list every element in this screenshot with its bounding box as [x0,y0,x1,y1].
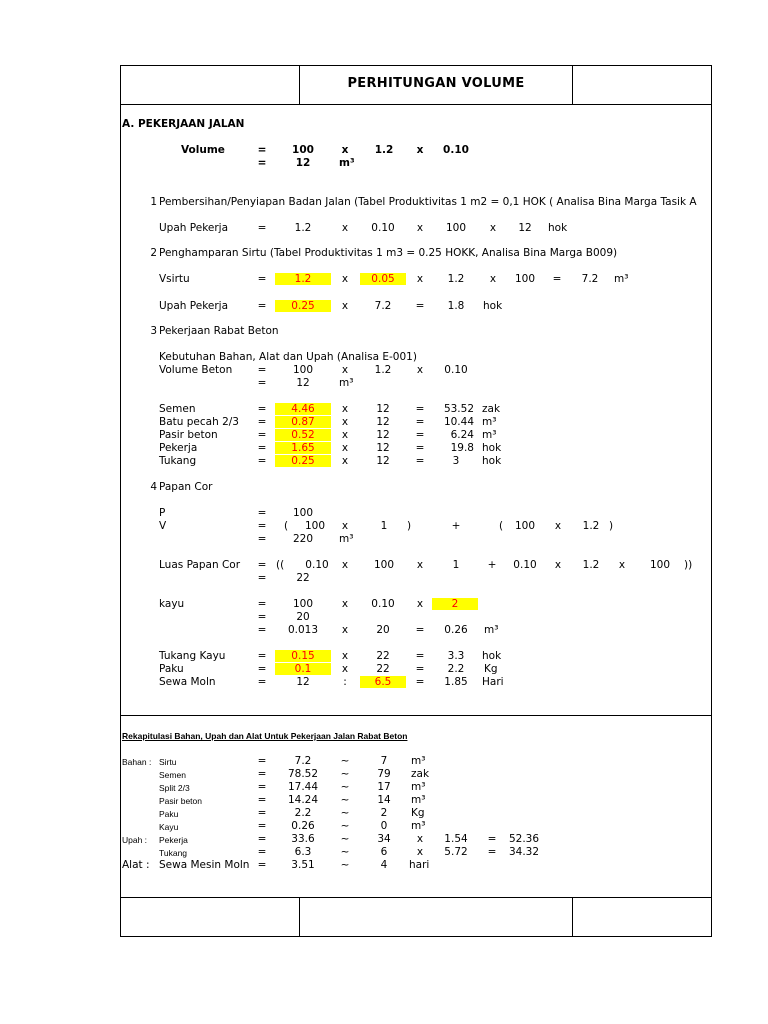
equals-sign: = [257,807,267,819]
row-label: Pasir beton [159,429,218,441]
item-title: Pekerjaan Rabat Beton [159,325,279,337]
volume-length: 100 [292,144,314,156]
item-title: Penghamparan Sirtu (Tabel Produktivitas 1 m3 = 0.25 HOKK, Analisa Bina Marga B009) [159,247,618,259]
value-cell: 0.10 [513,559,537,571]
equals-sign: = [257,676,267,688]
equals-sign: = [257,781,267,793]
result-cell: 1.8 [447,300,465,312]
unit-cell: hok [548,222,568,234]
rekap-rounded: 6 [380,846,388,858]
times-sign: x [341,442,349,454]
value-cell: 22 [376,663,390,675]
times-sign: x [341,559,349,571]
value-cell: 100 [514,520,536,532]
unit-cell: m³ [411,781,426,793]
value-cell: 12 [376,455,390,467]
equals-sign: = [552,273,562,285]
unit-cell: zak [482,403,501,415]
times-sign: x [416,273,424,285]
highlight-cell: 0.52 [275,429,331,441]
value-cell: 7.2 [374,300,392,312]
footer-divider [120,897,712,898]
unit-cell: m³ [339,533,354,545]
equals-sign: = [415,416,425,428]
unit-cell: m³ [411,755,426,767]
highlight-cell: 0.1 [275,663,331,675]
page-title: PERHITUNGAN VOLUME [347,76,525,91]
equals-sign: = [257,611,267,623]
value-cell: 1.2 [582,559,600,571]
value-cell: 1 [380,520,388,532]
equals-sign: = [257,157,267,169]
equals-sign: = [415,624,425,636]
unit-cell: Kg [484,663,498,675]
approx-sign: ~ [340,794,350,806]
value-cell: 12 [376,429,390,441]
rekap-item-label: Sirtu [159,757,177,767]
volume-result: 12 [295,157,311,169]
row-label: Luas Papan Cor [159,559,241,571]
equals-sign: = [415,676,425,688]
unit-cell: m³ [482,416,497,428]
result-cell: 19.8 [450,442,474,454]
volume-unit: m³ [339,157,355,169]
row-label: Semen [159,403,196,415]
value-cell: 12 [296,676,310,688]
times-sign: x [416,833,424,845]
highlight-cell: 1.2 [275,273,331,285]
times-sign: x [341,364,349,376]
rekap-rounded: 14 [377,794,391,806]
value-cell: 100 [292,364,314,376]
row-label: Upah Pekerja [159,300,229,312]
times-sign: x [341,144,349,156]
value-cell: 1.2 [374,364,392,376]
rekap-item-label: Sewa Mesin Moln [159,859,250,871]
value-cell: 1.2 [582,520,600,532]
unit-cell: hok [482,442,502,454]
unit-cell: hok [483,300,503,312]
equals-sign: = [257,377,267,389]
paren: ( [499,520,504,532]
approx-sign: ~ [340,781,350,793]
equals-sign: = [257,598,267,610]
times-sign: x [554,559,562,571]
unit-cell: m³ [482,429,497,441]
highlight-cell: 2 [432,598,478,610]
row-label: Tukang [159,455,197,467]
value-cell: 0.10 [305,559,329,571]
times-sign: x [341,455,349,467]
unit-cell: m³ [614,273,629,285]
rekap-value: 14.24 [287,794,319,806]
equals-sign: = [415,663,425,675]
equals-sign: = [415,403,425,415]
equals-sign: = [257,416,267,428]
rekap-value: 33.6 [291,833,315,845]
row-label: P [159,507,166,519]
row-label: kayu [159,598,185,610]
result-cell: 1.85 [444,676,468,688]
times-sign: x [341,416,349,428]
plus-sign: + [487,559,497,571]
rekap-value: 3.51 [291,859,315,871]
divide-sign: : [343,676,347,688]
plus-sign: + [451,520,461,532]
equals-sign: = [257,300,267,312]
result-cell: 3.3 [447,650,465,662]
approx-sign: ~ [340,755,350,767]
equals-sign: = [257,455,267,467]
times-sign: x [489,222,497,234]
equals-sign: = [257,650,267,662]
value-cell: 1.2 [447,273,465,285]
result-cell: 6.24 [450,429,474,441]
times-sign: x [416,222,424,234]
equals-sign: = [257,222,267,234]
result-cell: 12 [296,377,310,389]
value-cell: 100 [304,520,326,532]
times-sign: x [341,429,349,441]
value-cell: 100 [373,559,395,571]
equals-sign: = [257,144,267,156]
item-number: 2 [150,247,157,259]
times-sign: x [341,273,349,285]
approx-sign: ~ [340,833,350,845]
item-subtitle: Kebutuhan Bahan, Alat dan Upah (Analisa E-001) [159,351,417,363]
result-cell: 220 [292,533,314,545]
item-number: 1 [150,196,157,208]
value-cell: 1 [452,559,460,571]
value-cell: 100 [292,507,314,519]
equals-sign: = [257,403,267,415]
value-cell: 0.013 [287,624,319,636]
value-cell: 100 [514,273,536,285]
wage-total: 34.32 [508,846,540,858]
result-cell: 2.2 [447,663,465,675]
group-label: Bahan : [122,757,152,767]
footer-right-divider [572,897,573,937]
approx-sign: ~ [340,820,350,832]
row-label: V [159,520,167,532]
unit-cell: m³ [484,624,499,636]
value-cell: 12 [376,416,390,428]
value-cell: 0.10 [444,364,468,376]
result-cell: 10.44 [443,416,474,428]
unit-cell: m³ [411,794,426,806]
header-right-divider [572,65,573,105]
header-divider [120,104,712,105]
equals-sign: = [257,429,267,441]
wage-rate: 5.72 [444,846,468,858]
group-label: Alat : [122,859,150,871]
row-label: Volume Beton [159,364,233,376]
equals-sign: = [257,794,267,806]
equals-sign: = [487,846,497,858]
row-label: Batu pecah 2/3 [159,416,239,428]
equals-sign: = [257,507,267,519]
highlight-cell: 0.15 [275,650,331,662]
times-sign: x [416,559,424,571]
rekap-item-label: Split 2/3 [159,783,190,793]
rekap-rounded: 4 [380,859,388,871]
highlight-cell: 0.05 [360,273,406,285]
value-cell: 20 [376,624,390,636]
rekap-value: 17.44 [287,781,319,793]
equals-sign: = [415,442,425,454]
footer-left-divider [299,897,300,937]
value-cell: 12 [376,442,390,454]
rekap-rounded: 17 [377,781,391,793]
times-sign: x [416,598,424,610]
equals-sign: = [487,833,497,845]
approx-sign: ~ [340,807,350,819]
highlight-cell: 0.87 [275,416,331,428]
row-label: Vsirtu [159,273,190,285]
rekap-rounded: 79 [377,768,391,780]
result-cell: 12 [518,222,532,234]
rekap-item-label: Tukang [159,848,188,858]
result-cell: 0.26 [444,624,468,636]
highlight-cell: 6.5 [360,676,406,688]
times-sign: x [416,144,424,156]
rekap-rounded: 2 [380,807,388,819]
equals-sign: = [257,572,267,584]
wage-total: 52.36 [508,833,540,845]
equals-sign: = [415,455,425,467]
equals-sign: = [257,364,267,376]
volume-width: 1.2 [374,144,394,156]
equals-sign: = [257,663,267,675]
rekap-rounded: 34 [377,833,391,845]
unit-cell: hok [482,455,502,467]
times-sign: x [341,300,349,312]
times-sign: x [341,598,349,610]
times-sign: x [341,650,349,662]
group-label: Upah : [122,835,148,845]
value-cell: 22 [376,650,390,662]
rekap-item-label: Pasir beton [159,796,202,806]
unit-cell: hok [482,650,502,662]
item-title: Papan Cor [159,481,213,493]
item-title: Pembersihan/Penyiapan Badan Jalan (Tabel Produktivitas 1 m2 = 0,1 HOK ( Analisa Bina Marga Tasik A [159,196,697,208]
times-sign: x [489,273,497,285]
highlight-cell: 0.25 [275,455,331,467]
row-label: Pekerja [159,442,198,454]
unit-cell: zak [411,768,430,780]
equals-sign: = [415,650,425,662]
paren: ) [407,520,412,532]
unit-cell: m³ [411,820,426,832]
equals-sign: = [257,768,267,780]
equals-sign: = [257,442,267,454]
volume-thickness: 0.10 [443,144,469,156]
highlight-cell: 0.25 [275,300,331,312]
rekap-item-label: Semen [159,770,186,780]
unit-cell: Hari [482,676,504,688]
approx-sign: ~ [340,768,350,780]
equals-sign: = [257,520,267,532]
equals-sign: = [257,624,267,636]
times-sign: x [416,846,424,858]
rekap-item-label: Paku [159,809,179,819]
times-sign: x [341,222,349,234]
value-cell: 100 [292,598,314,610]
approx-sign: ~ [340,846,350,858]
wage-rate: 1.54 [444,833,468,845]
equals-sign: = [257,755,267,767]
rekap-rounded: 0 [380,820,388,832]
times-sign: x [618,559,626,571]
value-cell: 0.10 [371,598,395,610]
equals-sign: = [257,533,267,545]
times-sign: x [554,520,562,532]
times-sign: x [341,520,349,532]
times-sign: x [341,403,349,415]
rekap-rounded: 7 [380,755,388,767]
volume-label: Volume [181,144,225,156]
equals-sign: = [415,300,425,312]
unit-cell: hari [409,859,430,871]
row-label: Tukang Kayu [159,650,226,662]
item-number: 4 [150,481,157,493]
rekap-value: 2.2 [294,807,312,819]
paren: (( [276,559,285,571]
paren: ( [284,520,289,532]
paren: ) [609,520,614,532]
rekap-title: Rekapitulasi Bahan, Upah dan Alat Untuk Pekerjaan Jalan Rabat Beton [122,731,408,741]
equals-sign: = [257,820,267,832]
rekap-value: 0.26 [291,820,315,832]
value-cell: 12 [376,403,390,415]
rekap-divider [120,715,712,716]
approx-sign: ~ [340,859,350,871]
result-cell: 20 [296,611,310,623]
rekap-item-label: Kayu [159,822,179,832]
section-heading: A. PEKERJAAN JALAN [122,118,245,130]
equals-sign: = [257,273,267,285]
value-cell: 0.10 [371,222,395,234]
value-cell: 100 [649,559,671,571]
rekap-value: 78.52 [287,768,319,780]
unit-cell: Kg [411,807,425,819]
unit-cell: m³ [339,377,354,389]
highlight-cell: 4.46 [275,403,331,415]
row-label: Upah Pekerja [159,222,229,234]
rekap-value: 7.2 [294,755,312,767]
highlight-cell: 1.65 [275,442,331,454]
paren: )) [684,559,693,571]
equals-sign: = [257,559,267,571]
equals-sign: = [415,429,425,441]
times-sign: x [341,663,349,675]
equals-sign: = [257,846,267,858]
value-cell: 1.2 [294,222,312,234]
equals-sign: = [257,859,267,871]
item-number: 3 [150,325,157,337]
result-cell: 22 [296,572,310,584]
rekap-value: 6.3 [294,846,312,858]
equals-sign: = [257,833,267,845]
result-cell: 53.52 [443,403,474,415]
times-sign: x [341,624,349,636]
rekap-item-label: Pekerja [159,835,188,845]
value-cell: 100 [445,222,467,234]
row-label: Paku [159,663,184,675]
result-cell: 7.2 [581,273,599,285]
times-sign: x [416,364,424,376]
row-label: Sewa Moln [159,676,216,688]
result-cell: 3 [452,455,460,467]
